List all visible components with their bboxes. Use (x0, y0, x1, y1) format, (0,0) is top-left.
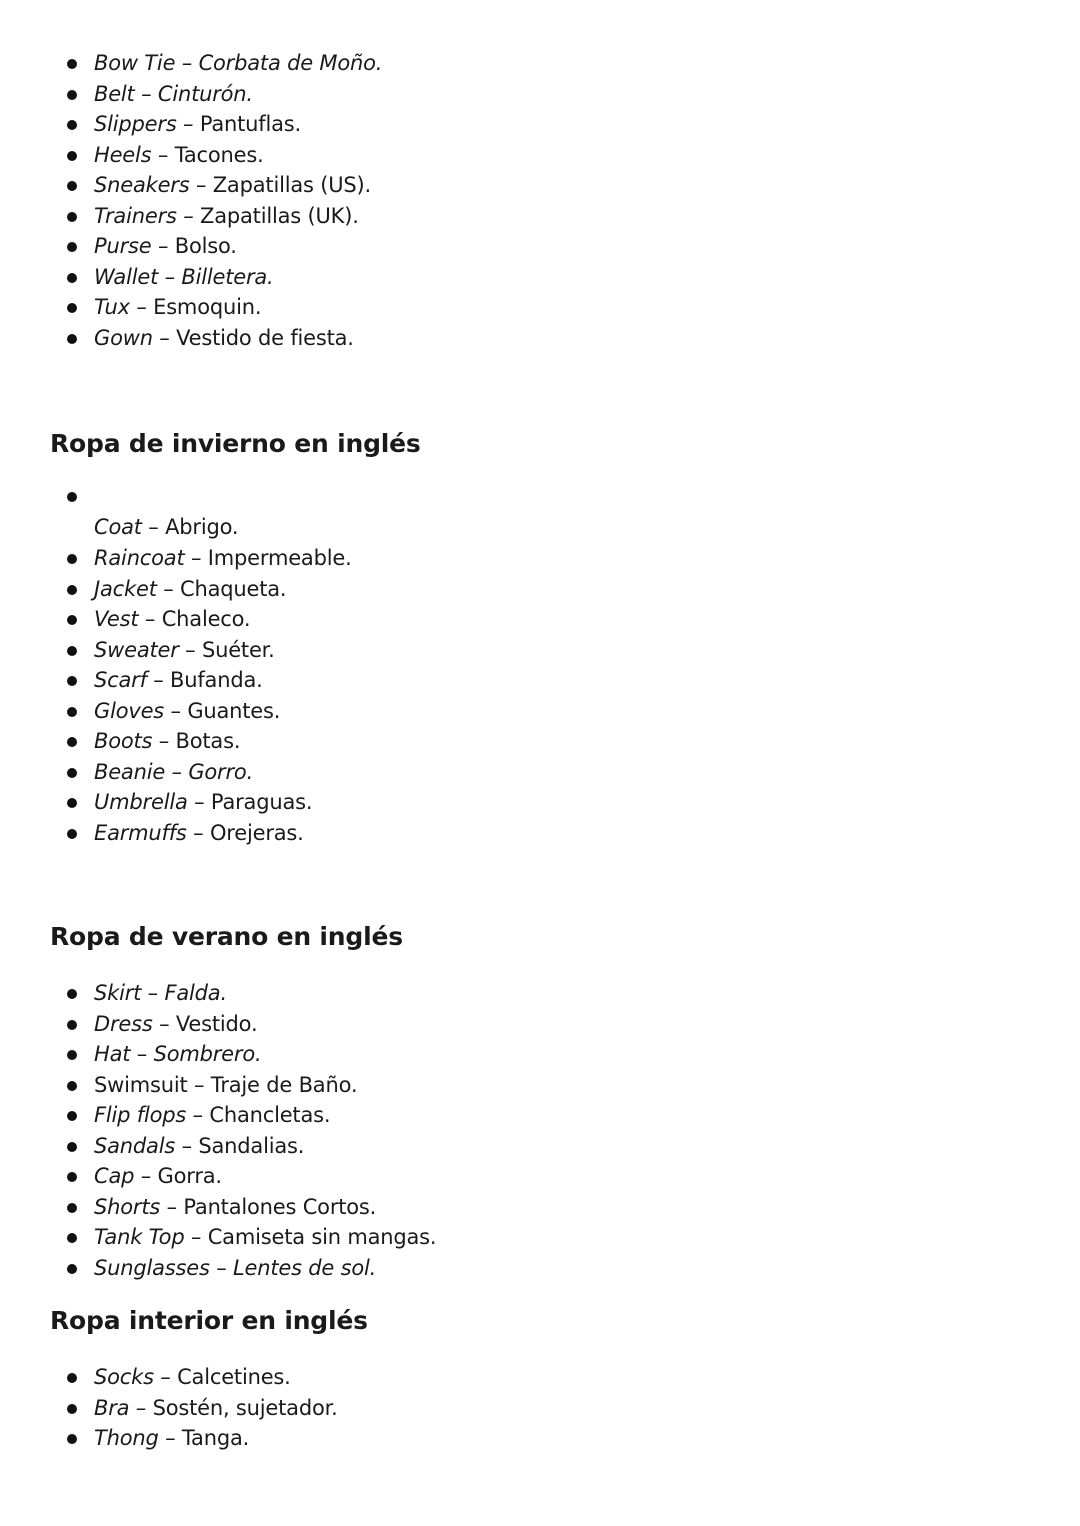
spanish-translation: Sostén, sujetador. (152, 1395, 338, 1420)
english-term: Hat (94, 1042, 131, 1066)
english-term: Jacket (94, 576, 157, 601)
spanish-translation: Chaqueta. (180, 576, 287, 601)
english-term: Raincoat (94, 546, 185, 570)
list-item (66, 787, 966, 818)
list-item (66, 323, 966, 354)
english-term: Bow Tie (94, 51, 176, 75)
vocab-entry (94, 668, 263, 692)
list-item (66, 1009, 966, 1040)
vocab-entry (94, 265, 274, 289)
vocab-entry (94, 1195, 376, 1219)
vocab-entry (94, 204, 359, 228)
spanish-translation: Impermeable. (207, 546, 352, 570)
vocab-entry (94, 790, 312, 814)
english-term: Thong (94, 1426, 159, 1450)
list-item (66, 574, 966, 605)
spanish-translation: Bufanda. (170, 668, 263, 692)
list-item (66, 978, 966, 1009)
winter-clothes-list (66, 481, 966, 848)
list-item (66, 48, 966, 79)
english-term: Sweater (94, 637, 179, 662)
vocab-entry (94, 729, 240, 753)
separator-dash: – (141, 515, 166, 539)
list-item (66, 1423, 966, 1454)
separator-dash: – (138, 607, 162, 631)
separator-dash: – (152, 325, 177, 350)
spanish-translation: Pantalones Cortos. (183, 1194, 377, 1219)
list-item (66, 543, 966, 574)
list-item (66, 1222, 966, 1253)
vocab-entry (94, 1103, 330, 1127)
list-item (66, 726, 966, 757)
list-item (66, 109, 966, 140)
separator-dash: – (189, 173, 213, 197)
separator-dash: – (164, 698, 188, 723)
separator-dash: – (146, 668, 171, 692)
spanish-translation: Chancletas. (209, 1103, 331, 1127)
english-term: Socks (94, 1365, 154, 1389)
english-term: Vest (94, 607, 139, 631)
list-item (66, 262, 966, 293)
vocab-entry (94, 699, 280, 723)
spanish-translation: Gorro. (188, 759, 254, 784)
spanish-translation: Pantuflas. (199, 112, 301, 136)
separator-dash: – (176, 112, 200, 136)
list-item (66, 140, 966, 171)
english-term: Cap (94, 1164, 135, 1188)
spanish-translation: Tanga. (181, 1426, 250, 1450)
list-item (66, 481, 966, 543)
separator-dash: – (134, 1164, 158, 1188)
list-item (66, 604, 966, 635)
vocab-entry (94, 1042, 261, 1066)
list-item (66, 1131, 966, 1162)
separator-dash: – (186, 1103, 210, 1127)
separator-dash: – (187, 1072, 211, 1097)
english-term: Belt (94, 81, 135, 106)
spanish-translation: Zapatillas (UK). (200, 203, 359, 228)
vocab-entry (94, 295, 261, 319)
spanish-translation: Sandalias. (198, 1133, 305, 1158)
english-term: Beanie (94, 759, 166, 784)
summer-clothes-list (66, 978, 966, 1283)
spanish-translation: Suéter. (201, 637, 275, 662)
vocab-entry (94, 481, 966, 543)
english-term: Swimsuit (94, 1072, 188, 1097)
vocab-entry (94, 1012, 257, 1036)
spanish-translation: Orejeras. (209, 820, 304, 845)
separator-dash: – (209, 1255, 233, 1280)
separator-dash: – (175, 1133, 199, 1158)
vocab-entry (94, 143, 264, 167)
separator-dash: – (158, 1426, 182, 1450)
english-term: Tux (94, 295, 130, 319)
spanish-translation: Bolso. (174, 234, 237, 258)
spanish-translation: Falda. (164, 981, 227, 1005)
vocab-entry (94, 1396, 338, 1420)
vocab-entry (94, 821, 304, 845)
english-term: Scarf (94, 668, 147, 692)
list-item (66, 79, 966, 110)
vocab-entry (94, 546, 352, 570)
list-item (66, 635, 966, 666)
vocab-entry (94, 1073, 357, 1097)
english-term: Umbrella (94, 790, 188, 814)
vocab-entry (94, 577, 286, 601)
list-item (66, 757, 966, 788)
list-item (66, 1192, 966, 1223)
english-term: Gown (94, 325, 153, 350)
separator-dash: – (130, 1042, 154, 1066)
separator-dash: – (187, 790, 211, 814)
spanish-translation: Vestido. (175, 1011, 258, 1036)
vocab-entry (94, 112, 301, 136)
separator-dash: – (178, 637, 202, 662)
vocab-entry (94, 1426, 249, 1450)
section-heading-summer: Ropa de verano en inglés (50, 922, 403, 951)
spanish-translation: Billetera. (181, 264, 274, 289)
english-term: Sneakers (94, 173, 190, 197)
vocab-entry (94, 607, 250, 631)
accessories-list (66, 48, 966, 353)
english-term: Bra (94, 1395, 130, 1420)
english-term: Purse (94, 234, 152, 258)
vocab-entry (94, 234, 237, 258)
english-term: Sandals (94, 1133, 176, 1158)
list-item (66, 1393, 966, 1424)
spanish-translation: Cinturón. (157, 81, 253, 106)
separator-dash: – (152, 729, 176, 753)
list-item (66, 170, 966, 201)
spanish-translation: Esmoquin. (153, 295, 262, 319)
spanish-translation: Camiseta sin mangas. (207, 1225, 437, 1249)
vocab-entry (94, 1134, 304, 1158)
english-term: Gloves (94, 698, 165, 723)
separator-dash: – (153, 1365, 178, 1389)
english-term: Earmuffs (94, 820, 187, 845)
spanish-translation: Traje de Baño. (210, 1072, 358, 1097)
separator-dash: – (176, 203, 201, 228)
english-term: Wallet (94, 264, 159, 289)
list-item (66, 1070, 966, 1101)
separator-dash: – (129, 1395, 153, 1420)
english-term: Slippers (94, 112, 177, 136)
separator-dash: – (175, 51, 199, 75)
underwear-list (66, 1362, 966, 1454)
spanish-translation: Abrigo. (165, 515, 239, 539)
spanish-translation: Tacones. (174, 142, 264, 167)
list-item (66, 1362, 966, 1393)
spanish-translation: Sombrero. (153, 1042, 262, 1066)
vocab-entry (94, 638, 275, 662)
spanish-translation: Zapatillas (US). (212, 173, 371, 197)
separator-dash: – (134, 81, 158, 106)
separator-dash: – (152, 1011, 176, 1036)
separator-dash: – (184, 546, 208, 570)
spanish-translation: Botas. (175, 729, 241, 753)
separator-dash: – (165, 759, 189, 784)
list-item (66, 292, 966, 323)
list-item (66, 818, 966, 849)
separator-dash: – (186, 820, 210, 845)
english-term: Trainers (94, 203, 177, 228)
list-item (66, 201, 966, 232)
section-heading-winter: Ropa de invierno en inglés (50, 429, 421, 458)
spanish-translation: Chaleco. (161, 607, 251, 631)
vocab-entry (94, 326, 354, 350)
english-term: Coat (94, 515, 142, 539)
spanish-translation: Lentes de sol. (233, 1255, 377, 1280)
separator-dash: – (151, 142, 175, 167)
vocab-entry (94, 760, 253, 784)
english-term: Sunglasses (94, 1255, 210, 1280)
vocab-entry (94, 1225, 436, 1249)
separator-dash: – (184, 1225, 208, 1249)
english-term: Heels (94, 142, 152, 167)
separator-dash: – (129, 295, 154, 319)
vocab-entry (94, 1164, 222, 1188)
separator-dash: – (151, 234, 175, 258)
english-term: Skirt (94, 981, 142, 1005)
separator-dash: – (141, 981, 165, 1005)
list-item (66, 1100, 966, 1131)
spanish-translation: Corbata de Moño. (198, 51, 383, 75)
separator-dash: – (160, 1194, 184, 1219)
separator-dash: – (156, 576, 180, 601)
list-item (66, 1039, 966, 1070)
vocab-entry (94, 51, 382, 75)
english-term: Dress (94, 1011, 153, 1036)
spanish-translation: Gorra. (157, 1164, 222, 1188)
vocab-entry (94, 981, 227, 1005)
spanish-translation: Vestido de fiesta. (176, 325, 354, 350)
vocab-entry (94, 1256, 376, 1280)
list-item (66, 1253, 966, 1284)
english-term: Shorts (94, 1194, 161, 1219)
vocab-entry (94, 173, 371, 197)
spanish-translation: Guantes. (187, 698, 281, 723)
section-heading-underwear: Ropa interior en inglés (50, 1306, 368, 1335)
english-term: Flip flops (94, 1103, 187, 1127)
list-item (66, 231, 966, 262)
separator-dash: – (158, 264, 182, 289)
list-item (66, 696, 966, 727)
vocab-entry (94, 82, 253, 106)
list-item (66, 665, 966, 696)
spanish-translation: Calcetines. (177, 1365, 291, 1389)
spanish-translation: Paraguas. (210, 790, 313, 814)
vocab-entry (94, 1365, 291, 1389)
english-term: Tank Top (94, 1225, 185, 1249)
english-term: Boots (94, 729, 153, 753)
list-item (66, 1161, 966, 1192)
